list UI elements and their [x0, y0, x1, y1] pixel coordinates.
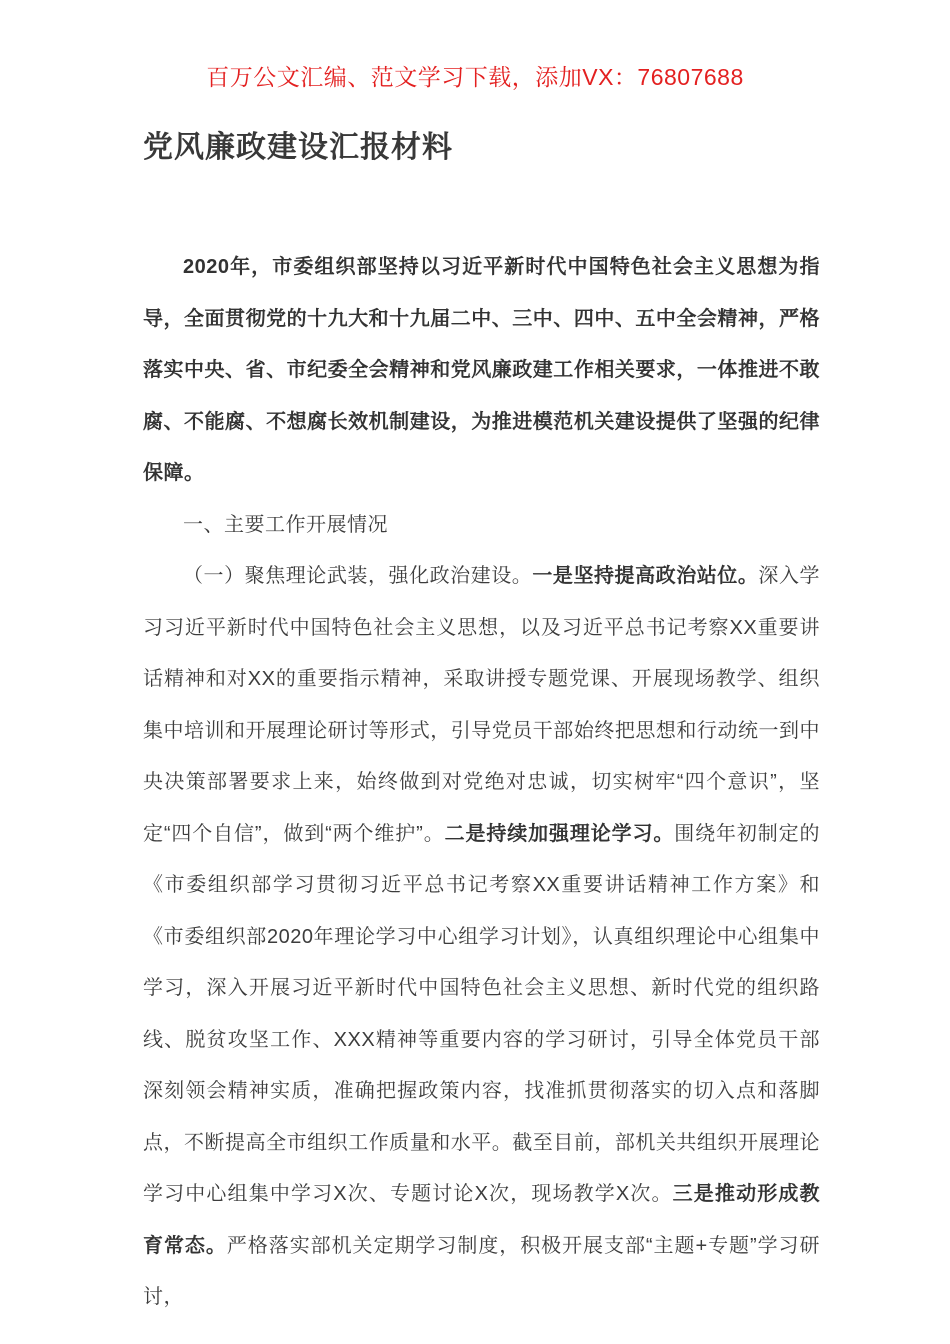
text-run: 三是推动形成教育常态。	[143, 1183, 820, 1257]
lead-paragraph	[143, 242, 820, 500]
document-body	[143, 242, 820, 1324]
text-run: 2020年，市委组织部坚持以习近平新时代中国特色社会主义思想为指导，全面贯彻党的十九大和十九届二中、三中、四中、五中全会精神，严格落实中央、省、市纪委全会精神和党风廉政建工作相关要求，一体推进不敢腐、不能腐、不想腐长效机制建设，为推进模范机关建设提供了坚强的纪律保障。	[143, 256, 820, 484]
body-paragraph	[143, 551, 820, 1324]
section-heading	[143, 500, 820, 552]
text-run: （一）聚焦理论武装，强化政治建设。	[183, 565, 533, 587]
text-run: 一、主要工作开展情况	[183, 513, 388, 536]
promo-banner: 百万公文汇编、范文学习下载，添加VX：76807688	[206, 64, 744, 90]
text-run: 二是持续加强理论学习。	[444, 822, 675, 845]
text-run: 围绕年初制定的《市委组织部学习贯彻习近平总书记考察XX重要讲话精神工作方案》和《市委组织部2020年理论学习中心组学习计划》，认真组织理论中心组集中学习，深入开展习近平新时代中国特色社会主义思想、新时代党的组织路线、脱贫攻坚工作、XXX精神等重要内容的学习研讨，引导全体党员干部深刻领会精神实质，准确把握政策内容，找准抓贯彻落实的切入点和落脚点，不断提高全市组织工作质量和水平。截至目前，部机关共组织开展理论学习中心组集中学习X次、专题讨论X次，现场教学X次。	[143, 822, 821, 1205]
document-title: 党风廉政建设汇报材料	[143, 131, 453, 164]
text-run: 一是坚持提高政治站位。	[532, 565, 759, 587]
text-run: 严格落实部机关定期学习制度，积极开展支部“主题+专题”学习研讨，	[143, 1234, 821, 1308]
text-run: 深入学习习近平新时代中国特色社会主义思想，以及习近平总书记考察XX重要讲话精神和对XX的重要指示精神，采取讲授专题党课、开展现场教学、组织集中培训和开展理论研讨等形式，引导党员干部始终把思想和行动统一到中央决策部署要求上来，始终做到对党绝对忠诚，切实树牢“四个意识”，坚定“四个自信”，做到“两个维护”。	[143, 565, 821, 845]
